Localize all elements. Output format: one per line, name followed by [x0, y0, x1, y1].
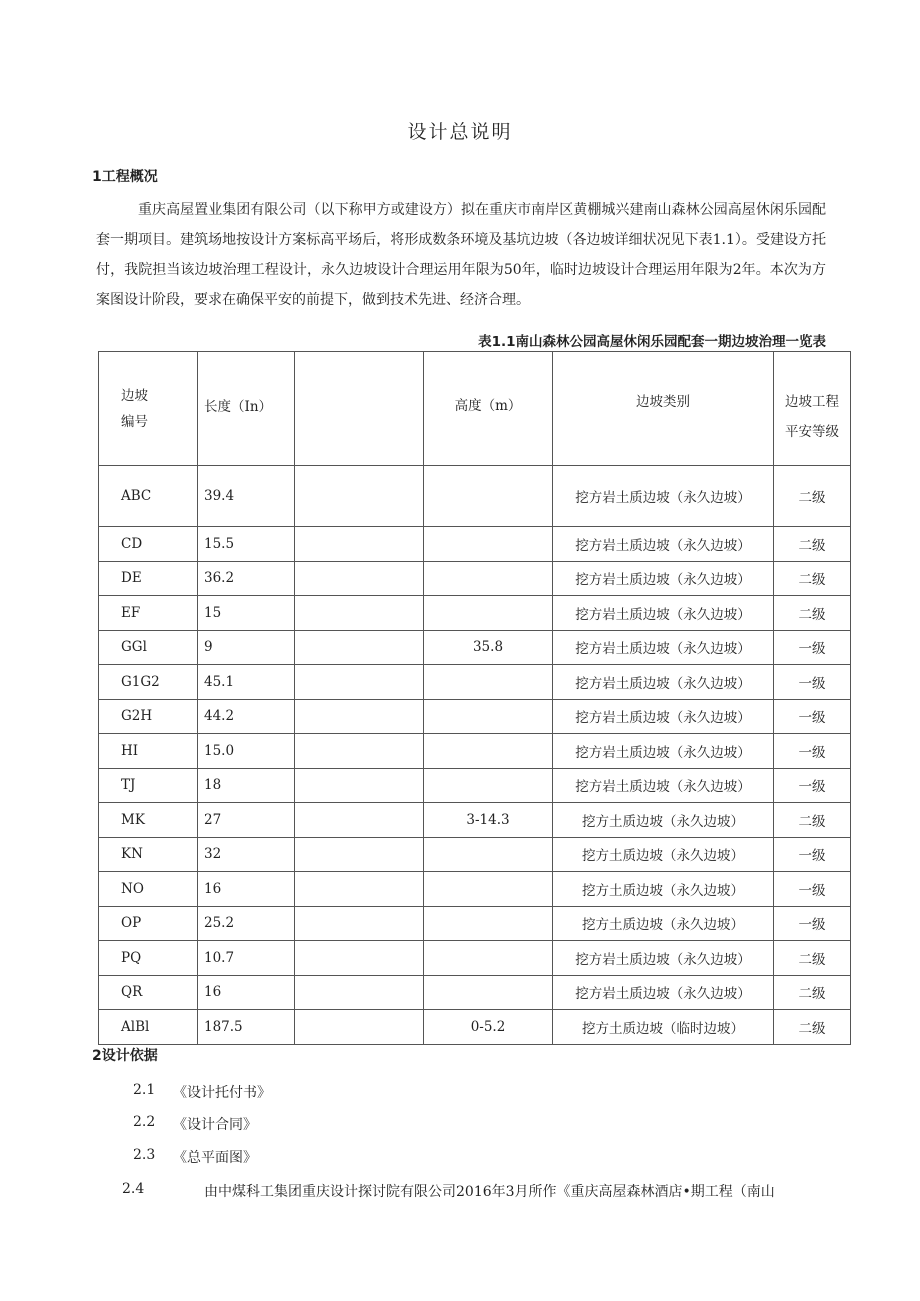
- cell-slope-id: NO: [99, 872, 198, 907]
- cell-height: 35.8: [424, 630, 553, 665]
- cell-slope-type: 挖方岩土质边坡（永久边坡）: [553, 561, 774, 596]
- cell-length: 9: [198, 630, 295, 665]
- cell-height: [424, 906, 553, 941]
- cell-slope-id: G1G2: [99, 665, 198, 700]
- cell-slope-id: QR: [99, 975, 198, 1010]
- cell-length: 187.5: [198, 1010, 295, 1045]
- cell-blank: [295, 975, 424, 1010]
- cell-slope-id: G2H: [99, 699, 198, 734]
- table-row: [99, 734, 851, 769]
- cell-height: [424, 596, 553, 631]
- basis-item-text: 《设计托付书》: [173, 1085, 271, 1101]
- cell-slope-type: 挖方土质边坡（临时边坡）: [553, 1010, 774, 1045]
- table-row: [99, 527, 851, 562]
- cell-safety-level: 二级: [774, 975, 851, 1010]
- cell-blank: [295, 768, 424, 803]
- cell-slope-type: 挖方岩土质边坡（永久边坡）: [553, 768, 774, 803]
- header-slope-type-label: 边坡类别: [636, 393, 690, 410]
- overview-paragraph: 重庆高屋置业集团有限公司（以下称甲方或建设方）拟在重庆市南岸区黄棚城兴建南山森林公园高屋休闲乐园配套一期项目。建筑场地按设计方案标高平场后，将形成数条环境及基坑边坡（各边坡详细状况见下表1.1）。受建设方托付，我院担当该边坡治理工程设计，永久边坡设计合理运用年限为50年，临时边坡设计合理运用年限为2年。本次为方案图设计阶段，要求在确保平安的前提下，做到技术先进、经济合理。: [96, 202, 826, 308]
- table-row: [99, 665, 851, 700]
- cell-safety-level: 二级: [774, 941, 851, 976]
- cell-length: 25.2: [198, 906, 295, 941]
- header-slope-id-line1: 边坡: [121, 387, 148, 404]
- cell-safety-level: 一级: [774, 630, 851, 665]
- cell-slope-id: CD: [99, 527, 198, 562]
- cell-length: 27: [198, 803, 295, 838]
- cell-length: 45.1: [198, 665, 295, 700]
- cell-slope-id: TJ: [99, 768, 198, 803]
- cell-slope-type: 挖方岩土质边坡（永久边坡）: [553, 975, 774, 1010]
- cell-height: [424, 734, 553, 769]
- cell-blank: [295, 872, 424, 907]
- cell-length: 32: [198, 837, 295, 872]
- cell-slope-type: 挖方岩土质边坡（永久边坡）: [553, 466, 774, 527]
- cell-height: [424, 768, 553, 803]
- basis-item-number: 2.2: [133, 1114, 156, 1130]
- cell-blank: [295, 665, 424, 700]
- table-row: [99, 803, 851, 838]
- header-height-label: 高度（m）: [454, 397, 522, 414]
- basis-item-number: 2.1: [133, 1082, 156, 1098]
- cell-blank: [295, 527, 424, 562]
- cell-height: [424, 561, 553, 596]
- table-row: [99, 596, 851, 631]
- header-slope-type: [553, 352, 774, 466]
- table-body: [99, 466, 851, 1045]
- cell-slope-type: 挖方岩土质边坡（永久边坡）: [553, 630, 774, 665]
- cell-length: 18: [198, 768, 295, 803]
- cell-height: 0-5.2: [424, 1010, 553, 1045]
- cell-length: 15.0: [198, 734, 295, 769]
- table-row: [99, 699, 851, 734]
- cell-length: 44.2: [198, 699, 295, 734]
- cell-safety-level: 一级: [774, 665, 851, 700]
- cell-height: [424, 665, 553, 700]
- basis-item-number: 2.3: [133, 1147, 156, 1163]
- cell-slope-type: 挖方土质边坡（永久边坡）: [553, 906, 774, 941]
- cell-slope-type: 挖方岩土质边坡（永久边坡）: [553, 699, 774, 734]
- table-row: [99, 941, 851, 976]
- table-row: [99, 872, 851, 907]
- cell-safety-level: 一级: [774, 699, 851, 734]
- cell-slope-type: 挖方岩土质边坡（永久边坡）: [553, 941, 774, 976]
- cell-slope-type: 挖方岩土质边坡（永久边坡）: [553, 665, 774, 700]
- basis-item-text: 《总平面图》: [173, 1150, 257, 1166]
- cell-slope-id: AlBl: [99, 1010, 198, 1045]
- header-blank: [295, 352, 424, 466]
- table-row: [99, 1010, 851, 1045]
- cell-blank: [295, 1010, 424, 1045]
- cell-safety-level: 二级: [774, 596, 851, 631]
- cell-height: [424, 527, 553, 562]
- cell-safety-level: 二级: [774, 1010, 851, 1045]
- cell-blank: [295, 837, 424, 872]
- section-heading-overview: 1工程概况: [92, 169, 158, 185]
- header-safety-level-line2: 平安等级: [785, 423, 839, 440]
- table-header-row: [99, 352, 851, 466]
- basis-item-text: 由中煤科工集团重庆设计探讨院有限公司2016年3月所作《重庆高屋森林酒店•期工程（南山: [204, 1184, 775, 1200]
- cell-slope-id: OP: [99, 906, 198, 941]
- table-row: [99, 906, 851, 941]
- header-slope-id-line2: 编号: [121, 413, 148, 430]
- cell-blank: [295, 630, 424, 665]
- basis-item-text: 《设计合同》: [173, 1117, 257, 1133]
- cell-safety-level: 一级: [774, 768, 851, 803]
- header-slope-id: [99, 352, 198, 466]
- table-row: [99, 561, 851, 596]
- cell-height: [424, 466, 553, 527]
- cell-slope-id: ABC: [99, 466, 198, 527]
- section-heading-basis: 2设计依据: [92, 1048, 158, 1064]
- table-row: [99, 768, 851, 803]
- slope-table: [98, 351, 851, 1045]
- cell-blank: [295, 803, 424, 838]
- cell-safety-level: 二级: [774, 527, 851, 562]
- cell-slope-type: 挖方岩土质边坡（永久边坡）: [553, 527, 774, 562]
- cell-blank: [295, 561, 424, 596]
- cell-length: 15.5: [198, 527, 295, 562]
- header-height: [424, 352, 553, 466]
- cell-slope-id: GGl: [99, 630, 198, 665]
- header-safety-level: [774, 352, 851, 466]
- cell-height: [424, 941, 553, 976]
- cell-height: [424, 837, 553, 872]
- table-row: [99, 466, 851, 527]
- cell-length: 16: [198, 975, 295, 1010]
- table-row: [99, 975, 851, 1010]
- basis-item-number: 2.4: [122, 1181, 145, 1197]
- cell-blank: [295, 466, 424, 527]
- cell-length: 16: [198, 872, 295, 907]
- header-length: [198, 352, 295, 466]
- cell-slope-type: 挖方岩土质边坡（永久边坡）: [553, 734, 774, 769]
- cell-height: [424, 975, 553, 1010]
- cell-slope-id: HI: [99, 734, 198, 769]
- cell-safety-level: 二级: [774, 803, 851, 838]
- cell-length: 36.2: [198, 561, 295, 596]
- cell-height: [424, 872, 553, 907]
- table-row: [99, 630, 851, 665]
- cell-safety-level: 二级: [774, 466, 851, 527]
- cell-height: [424, 699, 553, 734]
- cell-blank: [295, 699, 424, 734]
- cell-slope-type: 挖方土质边坡（永久边坡）: [553, 803, 774, 838]
- table-caption: 表1.1南山森林公园高屋休闲乐园配套一期边坡治理一览表: [478, 334, 826, 350]
- cell-blank: [295, 734, 424, 769]
- table-row: [99, 837, 851, 872]
- cell-height: 3-14.3: [424, 803, 553, 838]
- cell-length: 15: [198, 596, 295, 631]
- cell-slope-id: MK: [99, 803, 198, 838]
- cell-slope-id: KN: [99, 837, 198, 872]
- cell-blank: [295, 596, 424, 631]
- cell-slope-type: 挖方土质边坡（永久边坡）: [553, 872, 774, 907]
- cell-blank: [295, 941, 424, 976]
- cell-safety-level: 一级: [774, 872, 851, 907]
- cell-slope-id: EF: [99, 596, 198, 631]
- cell-slope-type: 挖方土质边坡（永久边坡）: [553, 837, 774, 872]
- header-safety-level-line1: 边坡工程: [785, 393, 839, 410]
- cell-slope-id: DE: [99, 561, 198, 596]
- cell-blank: [295, 906, 424, 941]
- cell-safety-level: 二级: [774, 561, 851, 596]
- cell-safety-level: 一级: [774, 734, 851, 769]
- cell-slope-type: 挖方岩土质边坡（永久边坡）: [553, 596, 774, 631]
- header-length-label: 长度（In）: [204, 398, 273, 415]
- cell-length: 10.7: [198, 941, 295, 976]
- cell-safety-level: 一级: [774, 837, 851, 872]
- cell-safety-level: 一级: [774, 906, 851, 941]
- cell-slope-id: PQ: [99, 941, 198, 976]
- document-title: 设计总说明: [407, 121, 513, 143]
- cell-length: 39.4: [198, 466, 295, 527]
